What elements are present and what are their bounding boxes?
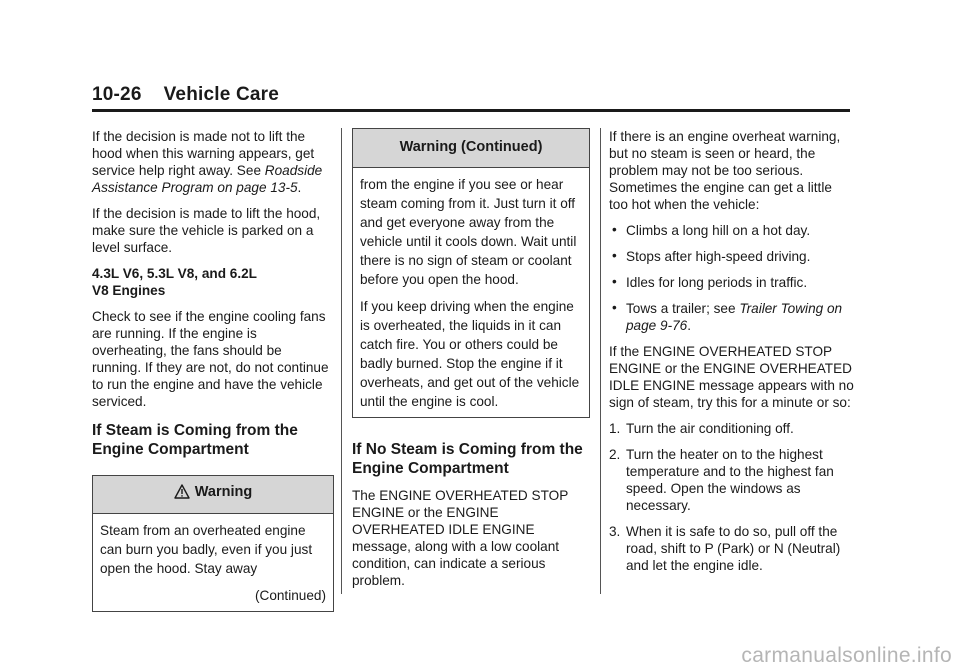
header-rule bbox=[92, 109, 850, 112]
paragraph: If there is an engine overheat warning, but no steam is seen or heard, the problem may not be too serious. Sometimes the engine can get a little too hot when the vehicle: bbox=[609, 129, 841, 212]
no-steam-section-heading: If No Steam is Coming from the Engine Compartment bbox=[352, 441, 583, 477]
alert-triangle-icon bbox=[174, 484, 190, 504]
page-number: 10-26 bbox=[92, 84, 142, 105]
warning-header bbox=[93, 476, 333, 514]
paragraph: If the decision is made not to lift the hood when this warning appears, get service help right away. See Roadside Assistance Program on page 13-5. bbox=[92, 129, 323, 195]
warning-header: Warning (Continued) bbox=[353, 129, 589, 168]
warning-text: from the engine if you see or hear steam coming from it. Just turn it off and get everyone away from the vehicle until it cools down. Wait until there is no sign of steam or coolant before you open the hood. bbox=[360, 177, 577, 287]
bullet-icon: • bbox=[612, 300, 617, 315]
paragraph: If the ENGINE OVERHEATED STOP ENGINE or the ENGINE OVERHEATED IDLE ENGINE message appears with no sign of steam, try this for a minute or so: bbox=[609, 344, 854, 410]
warning-box-continued bbox=[352, 128, 590, 418]
continued-label: (Continued) bbox=[254, 588, 326, 603]
column-3 bbox=[609, 128, 854, 583]
section-title: Vehicle Care bbox=[163, 84, 280, 105]
list-item: • Climbs a long hill on a hot day. bbox=[612, 222, 811, 238]
list-item: • Stops after high-speed driving. bbox=[612, 248, 811, 264]
cross-reference-link[interactable]: Roadside Assistance Program on page 13-5 bbox=[92, 163, 323, 195]
list-item: • Tows a trailer; see Trailer Towing on page 9-76. bbox=[612, 300, 843, 333]
steam-section-heading: If Steam is Coming from the Engine Compartment bbox=[92, 422, 298, 458]
numbered-step: 1. Turn the air conditioning off. bbox=[609, 421, 794, 436]
watermark: carmanualsonline.info bbox=[741, 644, 952, 667]
cross-reference-link[interactable]: Trailer Towing on page 9-76 bbox=[626, 301, 843, 333]
list-item: • Idles for long periods in traffic. bbox=[612, 274, 808, 290]
column-1 bbox=[92, 128, 334, 612]
bullet-icon: • bbox=[612, 222, 617, 237]
warning-text: If you keep driving when the engine is overheated, the liquids in it can catch fire. You or others could be badly burned. Stop the engine if it overheats, and get out of the vehicle until the engine is cool. bbox=[360, 299, 580, 409]
column-2 bbox=[352, 128, 590, 598]
warning-title: Warning bbox=[194, 484, 253, 500]
warning-box bbox=[92, 475, 334, 612]
bullet-icon: • bbox=[612, 274, 617, 289]
paragraph: If the decision is made to lift the hood, make sure the vehicle is parked on a level surface. bbox=[92, 206, 321, 255]
warning-body bbox=[93, 514, 333, 611]
bullet-icon: • bbox=[612, 248, 617, 263]
engines-subheading: 4.3L V6, 5.3L V8, and 6.2L V8 Engines bbox=[92, 266, 257, 298]
paragraph: The ENGINE OVERHEATED STOP ENGINE or the ENGINE OVERHEATED IDLE ENGINE message, along with a low coolant condition, can indicate a serious problem. bbox=[352, 488, 569, 588]
warning-body bbox=[353, 168, 589, 417]
paragraph: Check to see if the engine cooling fans are running. If the engine is overheating, the fans should be running. If they are not, do not continue to run the engine and have the vehicle serviced. bbox=[92, 309, 329, 409]
warning-text: Steam from an overheated engine can burn you badly, even if you just open the hood. Stay away bbox=[100, 523, 313, 576]
column-divider bbox=[341, 128, 342, 594]
numbered-step: 3. When it is safe to do so, pull off the road, shift to P (Park) or N (Neutral) and let the engine idle. bbox=[609, 524, 841, 573]
page-header bbox=[92, 84, 279, 106]
numbered-step: 2. Turn the heater on to the highest temperature and to the highest fan speed. Open the windows as necessary. bbox=[609, 447, 834, 513]
column-divider bbox=[600, 128, 601, 594]
